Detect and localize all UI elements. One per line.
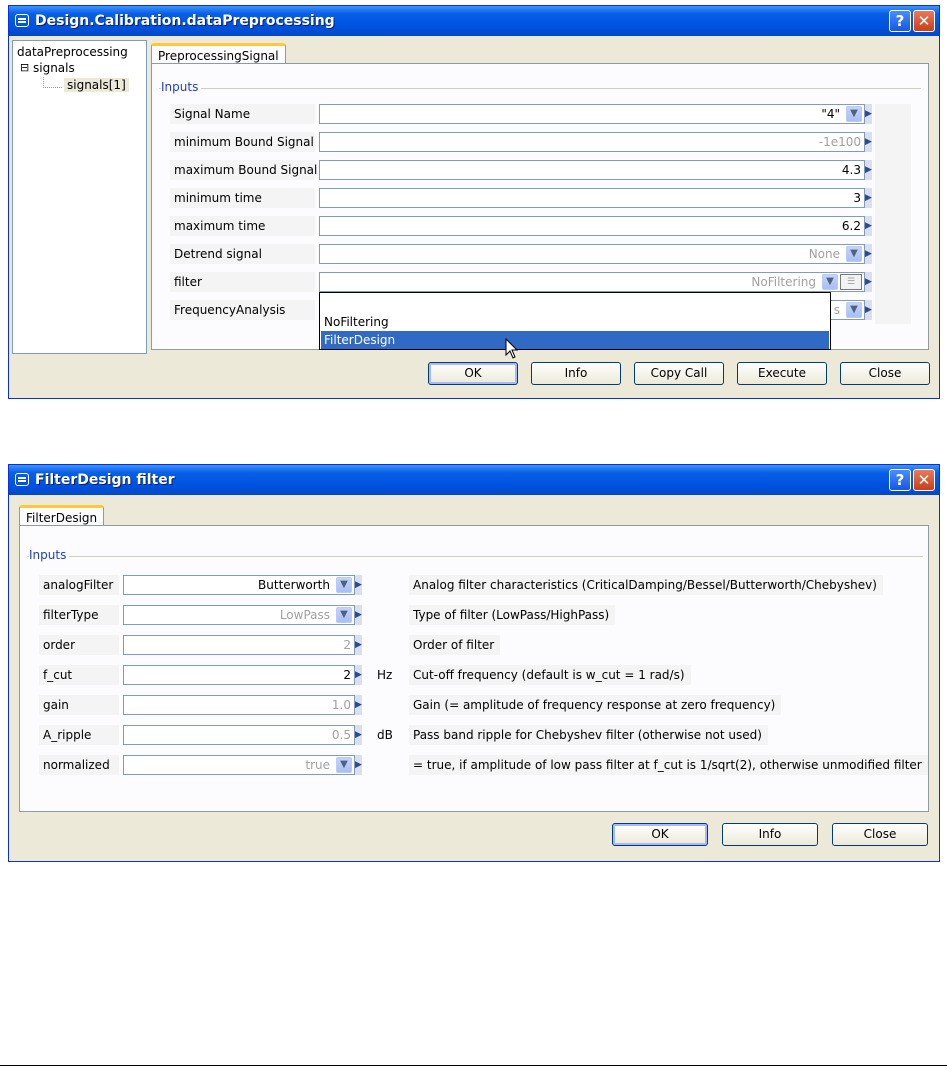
description-text: Order of filter bbox=[409, 635, 500, 655]
description-text: Type of filter (LowPass/HighPass) bbox=[409, 605, 615, 625]
tab-preprocessingsignal[interactable]: PreprocessingSignal bbox=[151, 43, 286, 64]
arrow-right-icon[interactable]: ▶ bbox=[355, 665, 362, 685]
row-label: Detrend signal bbox=[170, 244, 315, 264]
tree-node-signals-1[interactable]: signals[1] bbox=[64, 78, 129, 92]
description-text: Analog filter characteristics (CriticalDamping/Bessel/Butterworth/Chebyshev) bbox=[409, 575, 883, 595]
collapse-icon[interactable]: ⊟ bbox=[20, 61, 30, 74]
analogfilter-select[interactable] bbox=[123, 575, 355, 595]
value: s bbox=[833, 303, 840, 317]
group-label: Inputs bbox=[161, 80, 201, 94]
row-label: filter bbox=[170, 272, 315, 292]
filtertype-select[interactable] bbox=[123, 605, 355, 625]
copy-call-button[interactable]: Copy Call bbox=[634, 362, 724, 385]
row-label: f_cut bbox=[39, 665, 119, 685]
chevron-down-icon[interactable]: ▼ bbox=[846, 106, 862, 122]
option-nofiltering[interactable]: NoFiltering bbox=[324, 315, 389, 329]
arrow-right-icon[interactable]: ▶ bbox=[865, 132, 872, 152]
group-line bbox=[159, 88, 921, 89]
row-label: filterType bbox=[39, 605, 119, 625]
chevron-down-icon[interactable]: ▼ bbox=[336, 577, 352, 593]
row-label: minimum Bound Signal bbox=[170, 132, 315, 152]
close-button[interactable]: Close bbox=[840, 362, 930, 385]
close-window-button[interactable]: ✕ bbox=[913, 469, 935, 491]
title-bar[interactable] bbox=[9, 6, 939, 36]
tree-line bbox=[43, 77, 62, 88]
chevron-down-icon[interactable]: ▼ bbox=[336, 757, 352, 773]
row-label: maximum Bound Signal bbox=[170, 160, 315, 180]
arrow-right-icon[interactable]: ▶ bbox=[865, 160, 872, 180]
gain-field[interactable]: 1.0 bbox=[123, 695, 355, 715]
filterdesign-dialog bbox=[8, 464, 940, 862]
row-label: normalized bbox=[39, 755, 119, 775]
row-label: A_ripple bbox=[39, 725, 119, 745]
help-button[interactable]: ? bbox=[889, 10, 911, 32]
arrow-right-icon[interactable]: ▶ bbox=[865, 272, 872, 292]
description-text: Pass band ripple for Chebyshev filter (otherwise not used) bbox=[409, 725, 768, 745]
close-button[interactable]: Close bbox=[832, 823, 928, 846]
arrow-right-icon[interactable]: ▶ bbox=[865, 188, 872, 208]
normalized-select[interactable] bbox=[123, 755, 355, 775]
value: NoFiltering bbox=[751, 275, 816, 289]
page-divider bbox=[0, 1065, 947, 1066]
tree-view[interactable] bbox=[12, 40, 147, 354]
window-icon bbox=[15, 14, 29, 27]
value: "4" bbox=[821, 107, 840, 121]
description-text: Cut-off frequency (default is w_cut = 1 rad/s) bbox=[409, 665, 691, 685]
group-line bbox=[27, 556, 923, 557]
value: Butterworth bbox=[258, 578, 330, 592]
window-title: Design.Calibration.dataPreprocessing bbox=[35, 13, 335, 29]
close-window-button[interactable]: ✕ bbox=[913, 10, 935, 32]
row-label: analogFilter bbox=[39, 575, 119, 595]
max-time-field[interactable]: 6.2 bbox=[319, 216, 865, 236]
min-bound-field[interactable]: -1e100 bbox=[319, 132, 865, 152]
arrow-right-icon[interactable]: ▶ bbox=[865, 104, 872, 124]
group-label: Inputs bbox=[29, 548, 69, 562]
chevron-down-icon[interactable]: ▼ bbox=[336, 607, 352, 623]
filter-select[interactable] bbox=[319, 272, 865, 292]
help-button[interactable]: ? bbox=[889, 469, 911, 491]
tree-node-signals[interactable]: signals bbox=[33, 61, 75, 75]
arrow-right-icon[interactable]: ▶ bbox=[355, 755, 362, 775]
chevron-down-icon[interactable]: ▼ bbox=[846, 302, 862, 318]
description-text: = true, if amplitude of low pass filter at f_cut is 1/sqrt(2), otherwise unmodified filter bbox=[409, 755, 928, 775]
a-ripple-field[interactable]: 0.5 bbox=[123, 725, 355, 745]
arrow-right-icon[interactable]: ▶ bbox=[865, 216, 872, 236]
arrow-right-icon[interactable]: ▶ bbox=[355, 605, 362, 625]
mouse-cursor-icon bbox=[505, 338, 519, 360]
row-label: FrequencyAnalysis bbox=[170, 300, 315, 320]
min-time-field[interactable]: 3 bbox=[319, 188, 865, 208]
panel-strip bbox=[875, 104, 911, 324]
description-text: Gain (= amplitude of frequency response at zero frequency) bbox=[409, 695, 781, 715]
f-cut-field[interactable]: 2 bbox=[123, 665, 355, 685]
signal-name-select[interactable] bbox=[319, 104, 865, 124]
value: LowPass bbox=[279, 608, 330, 622]
chevron-down-icon[interactable]: ▼ bbox=[822, 274, 838, 290]
execute-button[interactable]: Execute bbox=[737, 362, 827, 385]
window-icon bbox=[15, 473, 29, 486]
window-title: FilterDesign filter bbox=[35, 472, 175, 488]
filter-dropdown-list[interactable] bbox=[319, 292, 831, 350]
arrow-right-icon[interactable]: ▶ bbox=[865, 300, 872, 320]
option-filterdesign[interactable]: FilterDesign bbox=[321, 331, 829, 349]
order-field[interactable]: 2 bbox=[123, 635, 355, 655]
arrow-right-icon[interactable]: ▶ bbox=[355, 695, 362, 715]
row-label: maximum time bbox=[170, 216, 315, 236]
info-button[interactable]: Info bbox=[722, 823, 818, 846]
preprocessing-dialog bbox=[8, 5, 940, 399]
value: None bbox=[808, 247, 840, 261]
info-button[interactable]: Info bbox=[531, 362, 621, 385]
list-icon[interactable]: ☰ bbox=[840, 274, 862, 290]
tab-filterdesign[interactable]: FilterDesign bbox=[19, 505, 104, 526]
row-label: Signal Name bbox=[170, 104, 315, 124]
row-label: minimum time bbox=[170, 188, 315, 208]
title-bar[interactable] bbox=[9, 465, 939, 495]
ok-button[interactable]: OK bbox=[612, 823, 708, 846]
arrow-right-icon[interactable]: ▶ bbox=[355, 635, 362, 655]
ok-button[interactable]: OK bbox=[428, 362, 518, 385]
arrow-right-icon[interactable]: ▶ bbox=[865, 244, 872, 264]
unit-label: dB bbox=[377, 728, 393, 742]
unit-label: Hz bbox=[377, 668, 393, 682]
chevron-down-icon[interactable]: ▼ bbox=[846, 246, 862, 262]
row-label: gain bbox=[39, 695, 119, 715]
value: true bbox=[305, 758, 330, 772]
row-label: order bbox=[39, 635, 119, 655]
tree-root[interactable]: dataPreprocessing bbox=[17, 45, 128, 59]
arrow-right-icon[interactable]: ▶ bbox=[355, 575, 362, 595]
detrend-select[interactable] bbox=[319, 244, 865, 264]
arrow-right-icon[interactable]: ▶ bbox=[355, 725, 362, 745]
max-bound-field[interactable]: 4.3 bbox=[319, 160, 865, 180]
